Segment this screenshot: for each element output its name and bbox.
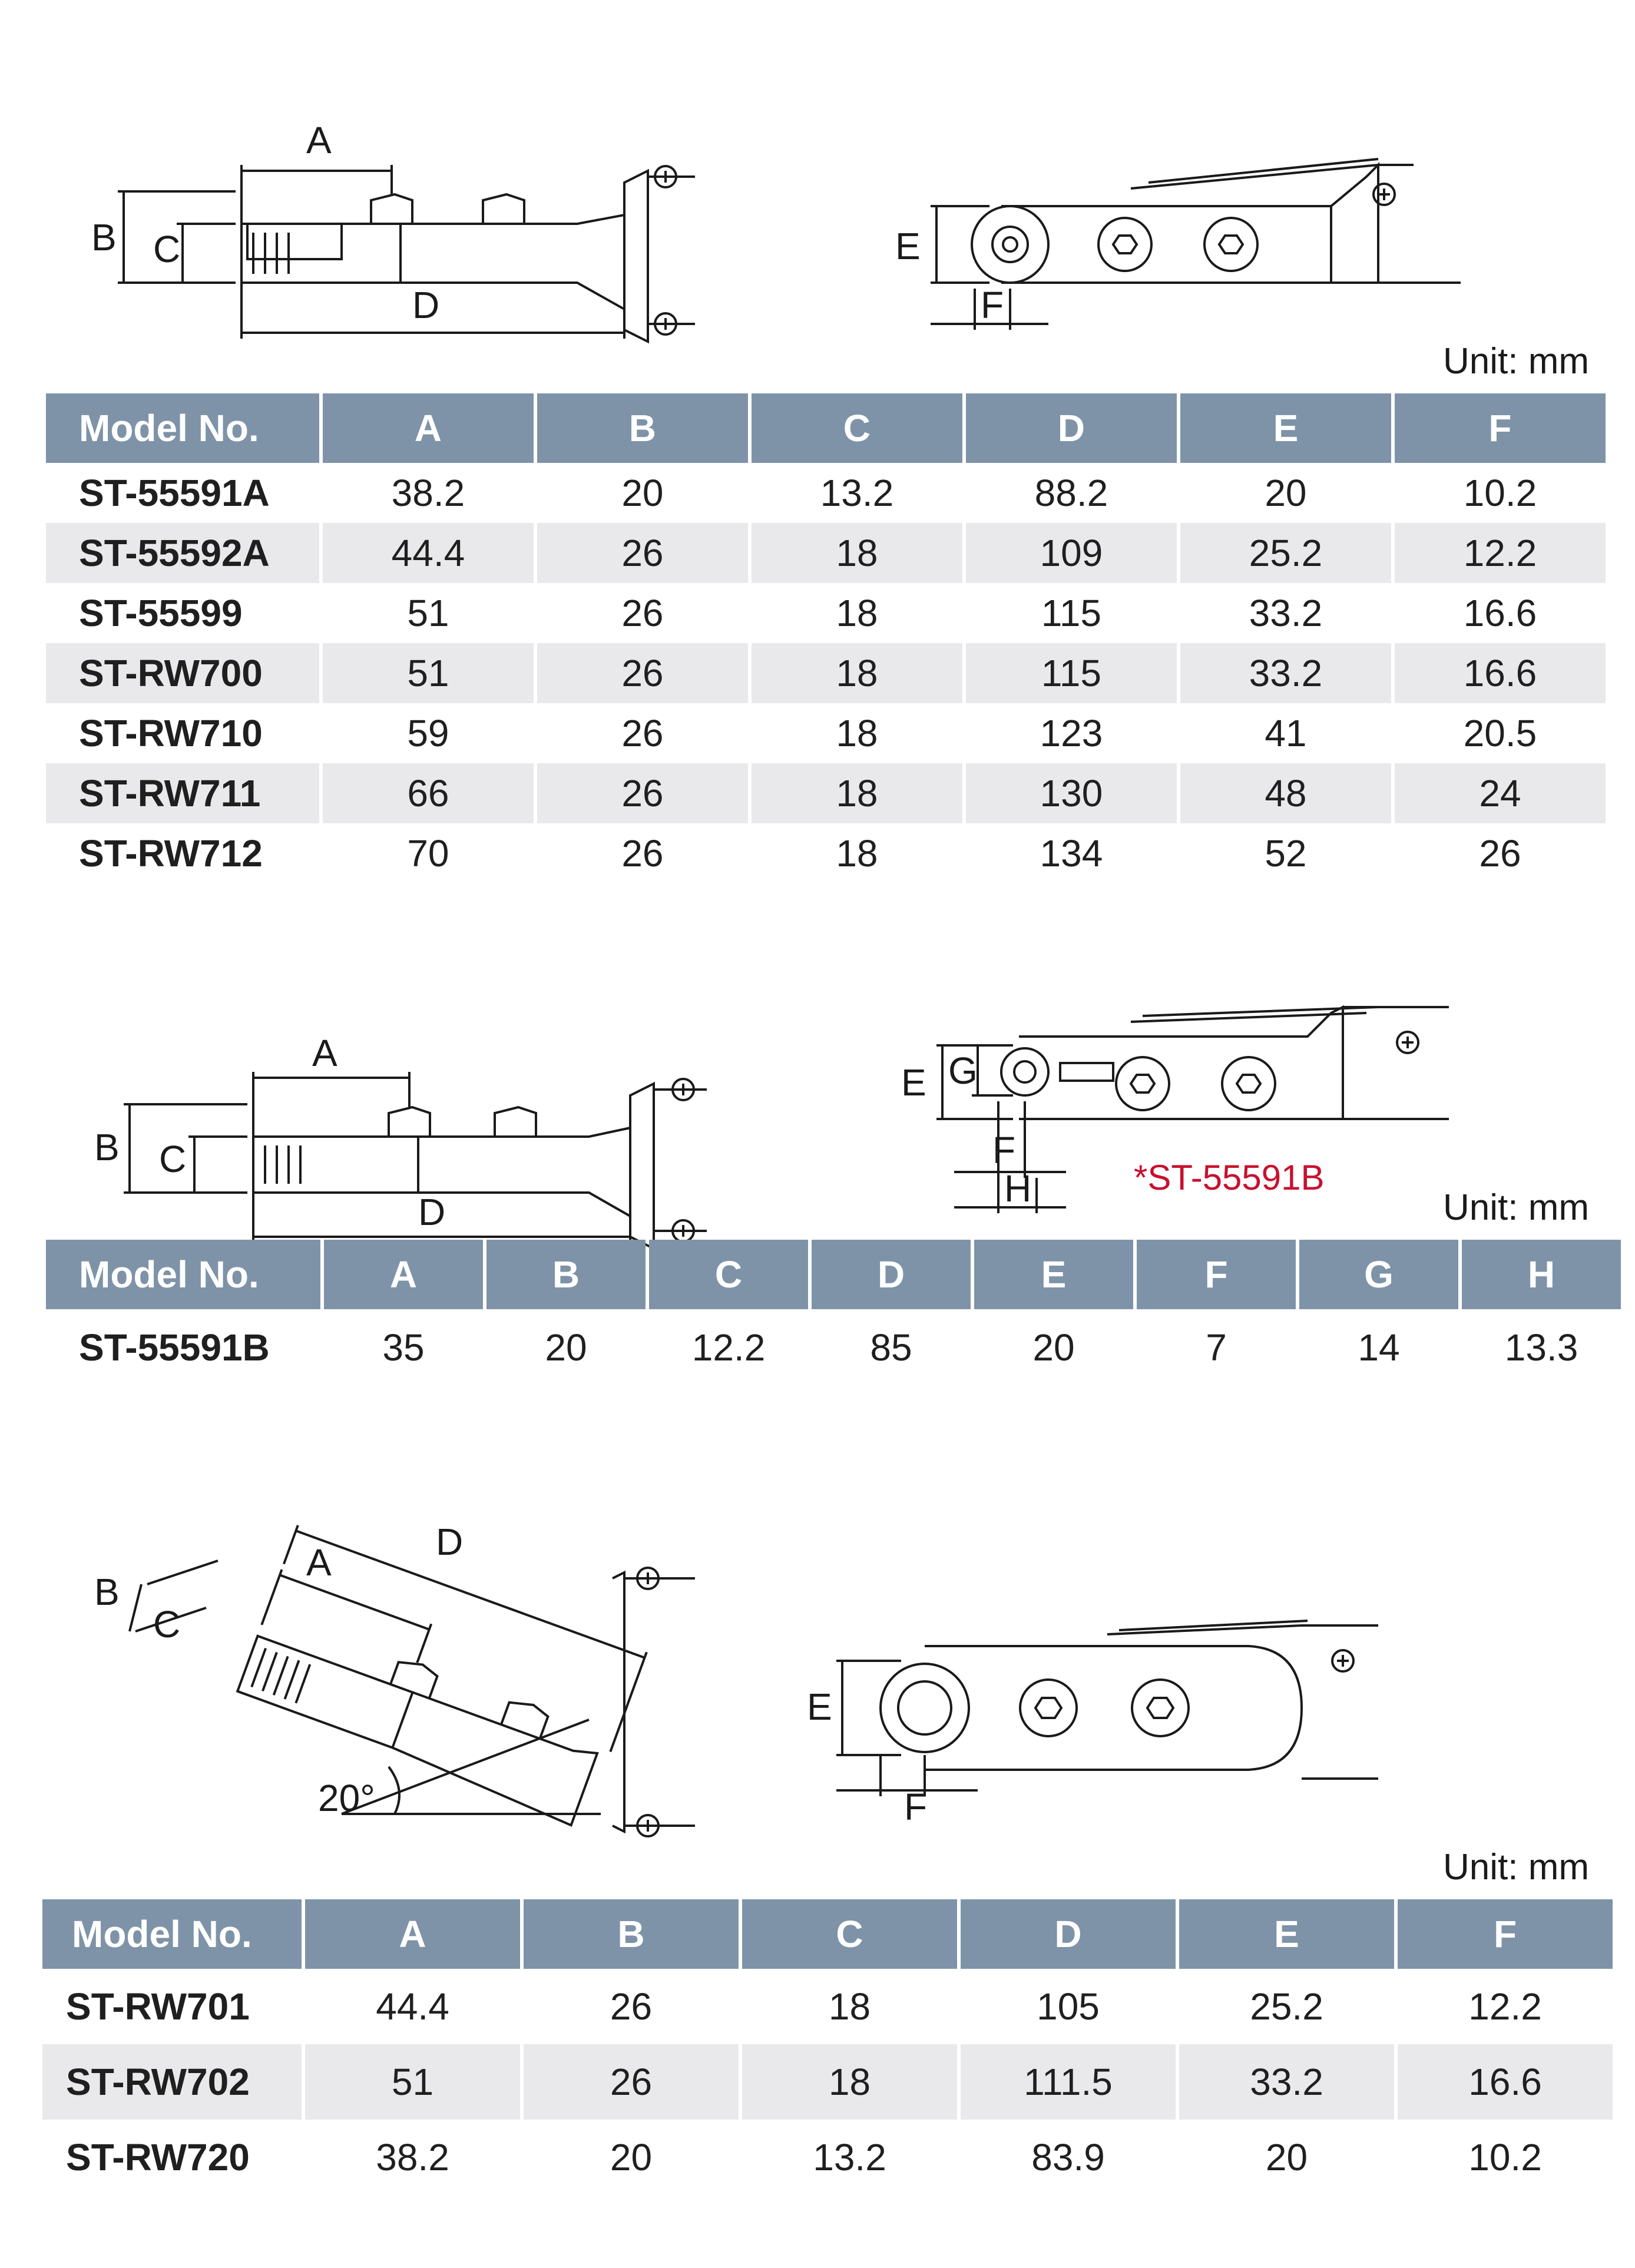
dim-label-c: C [159, 1138, 187, 1180]
spec-table-2 [42, 1240, 1624, 1386]
section-2 [0, 942, 1635, 1472]
model-cell: ST-RW711 [46, 763, 319, 823]
value-cell-d: 111.5 [961, 2044, 1176, 2120]
dim-label-a: A [306, 119, 332, 161]
angled-side-view-diagram [59, 1472, 766, 1849]
dim-label-c: C [153, 1603, 181, 1645]
value-cell-c: 13.2 [820, 472, 894, 514]
value-cell-b: 20 [545, 1326, 587, 1369]
unit-label-1: Unit: mm [1443, 341, 1589, 382]
table-1-header-a: A [323, 393, 534, 463]
value-cell-b: 20 [610, 2136, 653, 2178]
dim-label-h: H [1004, 1167, 1032, 1210]
value-cell-a: 70 [407, 832, 449, 875]
side-view-diagram-1 [59, 106, 742, 365]
table-2-header-a: A [324, 1240, 483, 1309]
table-3-header-a: A [305, 1899, 520, 1969]
value-cell-e: 33.2 [1180, 643, 1391, 703]
value-cell-b: 26 [621, 832, 664, 875]
table-row [46, 523, 1606, 583]
value-cell-e: 33.2 [1179, 2044, 1394, 2120]
table-row [42, 2120, 1613, 2195]
value-cell-f: 20.5 [1463, 712, 1537, 754]
table-1-header-d: D [966, 393, 1177, 463]
value-cell-c: 18 [836, 592, 878, 634]
table-2-header-g: G [1299, 1240, 1458, 1309]
value-cell-b: 20 [621, 472, 664, 514]
value-cell-d: 88.2 [1034, 472, 1108, 514]
value-cell-a: 38.2 [376, 2136, 449, 2178]
table-row [46, 463, 1606, 523]
value-cell-f: 26 [1479, 832, 1521, 875]
value-cell-c: 18 [752, 763, 962, 823]
model-cell: ST-RW702 [42, 2044, 302, 2120]
section-3 [0, 1437, 1635, 2268]
value-cell-d: 115 [966, 643, 1177, 703]
table-3-header-b: B [524, 1899, 739, 1969]
unit-label-2: Unit: mm [1443, 1187, 1589, 1228]
value-cell-h: 13.3 [1504, 1326, 1578, 1369]
value-cell-a: 44.4 [376, 1985, 449, 2028]
dim-label-f: F [981, 284, 1004, 326]
value-cell-d: 123 [1040, 712, 1103, 754]
angle-label: 20° [318, 1777, 375, 1819]
value-cell-g: 14 [1358, 1326, 1400, 1369]
section-1 [0, 0, 1635, 895]
table-3-header-c: C [742, 1899, 957, 1969]
table-row [46, 703, 1606, 763]
value-cell-d: 109 [966, 523, 1177, 583]
table-2-header-model: Model No. [46, 1240, 320, 1309]
value-cell-e: 20 [1265, 2136, 1308, 2178]
dim-label-c: C [153, 228, 181, 270]
dim-label-e: E [807, 1686, 832, 1728]
value-cell-f: 12.2 [1468, 1985, 1542, 2028]
value-cell-d: 105 [1037, 1985, 1100, 2028]
value-cell-f: 16.6 [1463, 592, 1537, 634]
table-1-header-f: F [1395, 393, 1606, 463]
model-cell: ST-55591A [79, 472, 270, 514]
spec-table-3 [39, 1899, 1616, 2195]
value-cell-a: 51 [305, 2044, 520, 2120]
dim-label-g: G [948, 1049, 978, 1092]
dim-label-e: E [895, 225, 921, 267]
model-cell: ST-RW701 [66, 1985, 250, 2028]
table-row [46, 583, 1606, 643]
value-cell-d: 85 [870, 1326, 912, 1369]
front-view-diagram-3 [807, 1602, 1461, 1828]
value-cell-d: 115 [1041, 592, 1101, 634]
front-view-diagram-1 [872, 147, 1520, 359]
value-cell-f: 7 [1206, 1326, 1227, 1369]
table-3-header-e: E [1179, 1899, 1394, 1969]
value-cell-a: 51 [407, 592, 449, 634]
value-cell-a: 44.4 [323, 523, 534, 583]
table-2-header-c: C [649, 1240, 808, 1309]
dim-label-b: B [94, 1126, 120, 1168]
unit-label-3: Unit: mm [1443, 1847, 1589, 1888]
value-cell-a: 66 [323, 763, 534, 823]
value-cell-e: 52 [1265, 832, 1307, 875]
model-cell: ST-RW700 [46, 643, 319, 703]
value-cell-f: 24 [1395, 763, 1606, 823]
value-cell-b: 26 [524, 2044, 739, 2120]
value-cell-c: 18 [828, 1985, 871, 2028]
dim-label-d: D [412, 284, 440, 326]
side-view-diagram-2 [59, 989, 742, 1249]
model-cell: ST-55591B [79, 1326, 270, 1369]
value-cell-f: 16.6 [1398, 2044, 1613, 2120]
dim-label-e: E [901, 1061, 926, 1104]
table-row [46, 763, 1606, 823]
table-1-header-model: Model No. [46, 393, 319, 463]
table-row [46, 823, 1606, 883]
table-1-header-b: B [537, 393, 748, 463]
dim-label-f: F [992, 1129, 1016, 1171]
value-cell-c: 18 [752, 643, 962, 703]
value-cell-c: 13.2 [813, 2136, 886, 2178]
value-cell-a: 59 [407, 712, 449, 754]
model-cell: ST-RW710 [79, 712, 263, 754]
value-cell-a: 35 [382, 1326, 425, 1369]
dim-label-a: A [312, 1032, 337, 1074]
table-3-header-model: Model No. [42, 1899, 302, 1969]
model-note: *ST-55591B [1134, 1158, 1325, 1197]
value-cell-c: 18 [752, 523, 962, 583]
value-cell-d: 83.9 [1031, 2136, 1105, 2178]
value-cell-a: 38.2 [391, 472, 465, 514]
value-cell-b: 26 [621, 712, 664, 754]
value-cell-c: 18 [742, 2044, 957, 2120]
spec-table-1 [42, 393, 1609, 883]
table-1-header-c: C [752, 393, 962, 463]
value-cell-f: 10.2 [1468, 2136, 1542, 2178]
value-cell-e: 41 [1265, 712, 1307, 754]
table-row [42, 1969, 1613, 2044]
table-3-header-f: F [1398, 1899, 1613, 1969]
value-cell-e: 20 [1032, 1326, 1075, 1369]
table-2-header-e: E [974, 1240, 1133, 1309]
value-cell-d: 130 [966, 763, 1177, 823]
value-cell-e: 48 [1180, 763, 1391, 823]
value-cell-b: 26 [621, 592, 664, 634]
model-cell: ST-RW712 [79, 832, 263, 875]
dim-label-b: B [94, 1571, 120, 1613]
value-cell-c: 12.2 [691, 1326, 766, 1369]
table-2-header-h: H [1462, 1240, 1621, 1309]
value-cell-c: 18 [836, 712, 878, 754]
value-cell-b: 26 [610, 1985, 653, 2028]
value-cell-d: 134 [1040, 832, 1103, 875]
value-cell-a: 51 [323, 643, 534, 703]
model-cell: ST-RW720 [66, 2136, 250, 2178]
model-cell: ST-55592A [46, 523, 319, 583]
value-cell-e: 25.2 [1180, 523, 1391, 583]
value-cell-b: 26 [537, 643, 748, 703]
table-3-header-d: D [961, 1899, 1176, 1969]
table-2-header-b: B [486, 1240, 646, 1309]
value-cell-f: 16.6 [1395, 643, 1606, 703]
value-cell-b: 26 [537, 763, 748, 823]
table-1-header-e: E [1180, 393, 1391, 463]
table-row [46, 1309, 1621, 1386]
value-cell-f: 10.2 [1463, 472, 1537, 514]
value-cell-c: 18 [836, 832, 878, 875]
value-cell-f: 12.2 [1395, 523, 1606, 583]
table-2-header-f: F [1137, 1240, 1296, 1309]
dim-label-f: F [904, 1786, 928, 1828]
dim-label-d: D [436, 1521, 464, 1563]
value-cell-b: 26 [537, 523, 748, 583]
value-cell-e: 25.2 [1250, 1985, 1323, 2028]
value-cell-e: 20 [1265, 472, 1307, 514]
dim-label-a: A [306, 1541, 332, 1584]
model-cell: ST-55599 [79, 592, 243, 634]
table-row [46, 643, 1606, 703]
dim-label-b: B [91, 216, 117, 259]
table-row [42, 2044, 1613, 2120]
dim-label-d: D [418, 1191, 446, 1233]
table-2-header-d: D [812, 1240, 971, 1309]
value-cell-e: 33.2 [1249, 592, 1323, 634]
